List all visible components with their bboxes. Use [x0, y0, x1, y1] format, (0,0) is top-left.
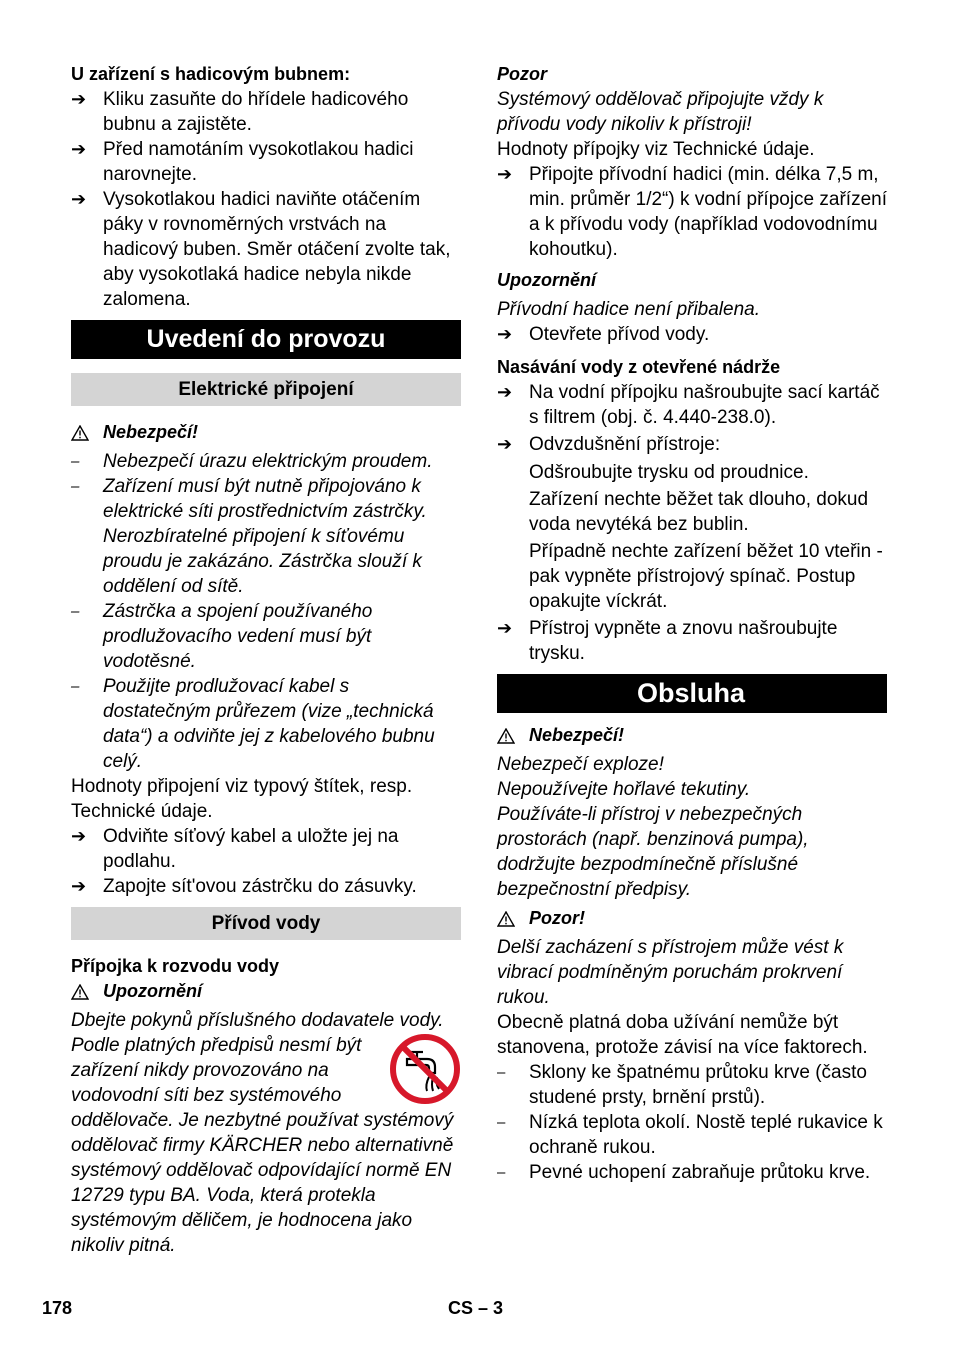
regulation-block [71, 1033, 461, 1258]
suction-heading: Nasávání vody z otevřené nádrže [497, 357, 781, 377]
arrow-icon: ➔ [71, 139, 87, 159]
hose-reel-steps [71, 87, 461, 312]
list-item: ➔ Přístroj vypněte a znovu našroubujte trysku. [497, 618, 838, 664]
hose-reel-heading: U zařízení s hadicovým bubnem: [71, 64, 351, 84]
danger-line: Nepoužívejte hořlavé tekutiny. [497, 779, 751, 800]
arrow-icon: ➔ [497, 434, 513, 454]
dash-bullet: – [71, 478, 80, 495]
duration-text: Obecně platná doba užívání nemůže být stanovena, protože závisí na více faktorech. [497, 1012, 868, 1058]
section-title-operation: Obsluha [497, 674, 887, 713]
caution-text: Systémový oddělovač připojujte vždy k přívodu vody nikoliv k přístroji! [497, 89, 824, 135]
list-item: – Použijte prodlužovací kabel s dostatečným průřezem (vize „technická data“) a odviňte jej z kabelového bubnu celý. [71, 676, 435, 772]
page-number: 178 [42, 1298, 73, 1318]
arrow-icon: ➔ [497, 618, 513, 638]
notice-label: Upozornění [71, 979, 461, 1004]
arrow-icon: ➔ [71, 89, 87, 109]
regulation-text: Podle platných předpisů nesmí být zařízení nikdy provozováno na vodovodní síti bez systémového oddělovače. Je nezbytné používat systémový oddělovač firmy KÄRCHER nebo alternativně systémový oddělovač odpovídající normě EN 12729 typu BA. Voda, která protekla systémovým děličem, je hodnocena jako nikoliv pitná. [71, 1035, 454, 1256]
list-item: ➔ Odvzdušnění přístroje: [497, 434, 721, 455]
section-marker: CS – 3 [448, 1298, 504, 1318]
list-item: ➔ Odviňte síťový kabel a uložte jej na podlahu. [71, 826, 399, 872]
bleed-substep: Odšroubujte trysku od proudnice. [529, 462, 809, 483]
list-item: – Nízká teplota okolí. Nostě teplé rukavice k ochraně rukou. [497, 1112, 883, 1158]
list-item: ➔ Zapojte sít'ovou zástrčku do zásuvky. [71, 876, 417, 897]
connection-values-text: Hodnoty přípojky viz Technické údaje. [497, 139, 815, 160]
caution2-label: Pozor! [497, 906, 887, 931]
dash-bullet: – [71, 603, 80, 620]
arrow-icon: ➔ [71, 876, 87, 896]
notice-label: Upozornění [497, 270, 596, 290]
caution-label: Pozor [497, 64, 548, 84]
no-drinking-water-icon [389, 1033, 461, 1105]
bleed-substep: Případně nechte zařízení běžet 10 vteřin - pak vypněte přístrojový spínač. Postup opakujte víckrát. [529, 541, 883, 612]
list-item: – Zařízení musí být nutně připojováno k elektrické síti prostřednictvím zástrčky. Nerozbíratelné připojení k síťovému proudu je zakázáno. Zástrčka slouží k oddělení od sítě. [71, 476, 427, 597]
dash-bullet: – [497, 1114, 506, 1131]
arrow-icon: ➔ [497, 164, 513, 184]
list-item: ➔ Kliku zasuňte do hřídele hadicového bubnu a zajistěte. [71, 89, 409, 135]
list-item: ➔ Před namotáním vysokotlakou hadici narovnejte. [71, 139, 414, 185]
warning-triangle-icon [71, 425, 103, 441]
bleed-substep: Zařízení nechte běžet tak dlouho, dokud voda nevytéká bez bublin. [529, 489, 869, 535]
list-item: ➔ Vysokotlakou hadici naviňte otáčením páky v rovnoměrných vrstvách na hadicový buben. Směr otáčení zvolte tak, aby vysokotlaká hadice nebyla nikde zalomena. [71, 189, 451, 310]
warning-triangle-icon [71, 984, 103, 1000]
factor-list [497, 1060, 887, 1185]
electrical-steps [71, 824, 461, 899]
arrow-icon: ➔ [71, 826, 87, 846]
danger-list [71, 449, 461, 774]
danger-label: Nebezpečí! [71, 420, 461, 445]
warning-triangle-icon [497, 911, 529, 927]
right-column [497, 62, 887, 1185]
subsection-title-electrical: Elektrické připojení [71, 373, 461, 406]
notice-text: Přívodní hadice není přibalena. [497, 299, 761, 320]
dash-bullet: – [497, 1064, 506, 1081]
list-item: – Pevné uchopení zabraňuje průtoku krve. [497, 1162, 871, 1183]
subsection-title-water-supply: Přívod vody [71, 907, 461, 940]
dash-bullet: – [71, 453, 80, 470]
notice-text: Dbejte pokynů příslušného dodavatele vody. [71, 1010, 444, 1031]
list-item: ➔ Na vodní přípojku našroubujte sací kartáč s filtrem (obj. č. 4.440-238.0). [497, 382, 880, 428]
section-title-startup: Uvedení do provozu [71, 320, 461, 359]
arrow-icon: ➔ [497, 382, 513, 402]
arrow-icon: ➔ [497, 324, 513, 344]
dash-bullet: – [497, 1164, 506, 1181]
caution2-text: Delší zacházení s přístrojem může vést k vibrací podmíněným poruchám prokrvení rukou. [497, 937, 844, 1008]
list-item: – Nebezpečí úrazu elektrickým proudem. [71, 451, 433, 472]
list-item: – Zástrčka a spojení používaného prodlužovacího vedení musí být vodotěsné. [71, 601, 373, 672]
list-item: ➔ Připojte přívodní hadici (min. délka 7,5 m, min. průměr 1/2“) k vodní přípojce zařízení a k přívodu vody (například vodovodnímu kohoutku). [497, 164, 887, 260]
left-column [71, 62, 461, 1258]
dash-bullet: – [71, 678, 80, 695]
danger-line: Používáte-li přístroj v nebezpečných prostorách (např. benzinová pumpa), dodržujte bezpodmínečně příslušné bezpečnostní předpisy. [497, 804, 809, 900]
danger-line: Nebezpečí exploze! [497, 754, 664, 775]
connection-values-text: Hodnoty připojení viz typový štítek, resp. Technické údaje. [71, 776, 413, 822]
warning-triangle-icon [497, 728, 529, 744]
list-item: – Sklony ke špatnému průtoku krve (často studené prsty, brnění prstů). [497, 1062, 867, 1108]
arrow-icon: ➔ [71, 189, 87, 209]
water-connection-heading: Přípojka k rozvodu vody [71, 956, 280, 976]
danger-label: Nebezpečí! [497, 723, 887, 748]
list-item: ➔ Otevřete přívod vody. [497, 324, 710, 345]
